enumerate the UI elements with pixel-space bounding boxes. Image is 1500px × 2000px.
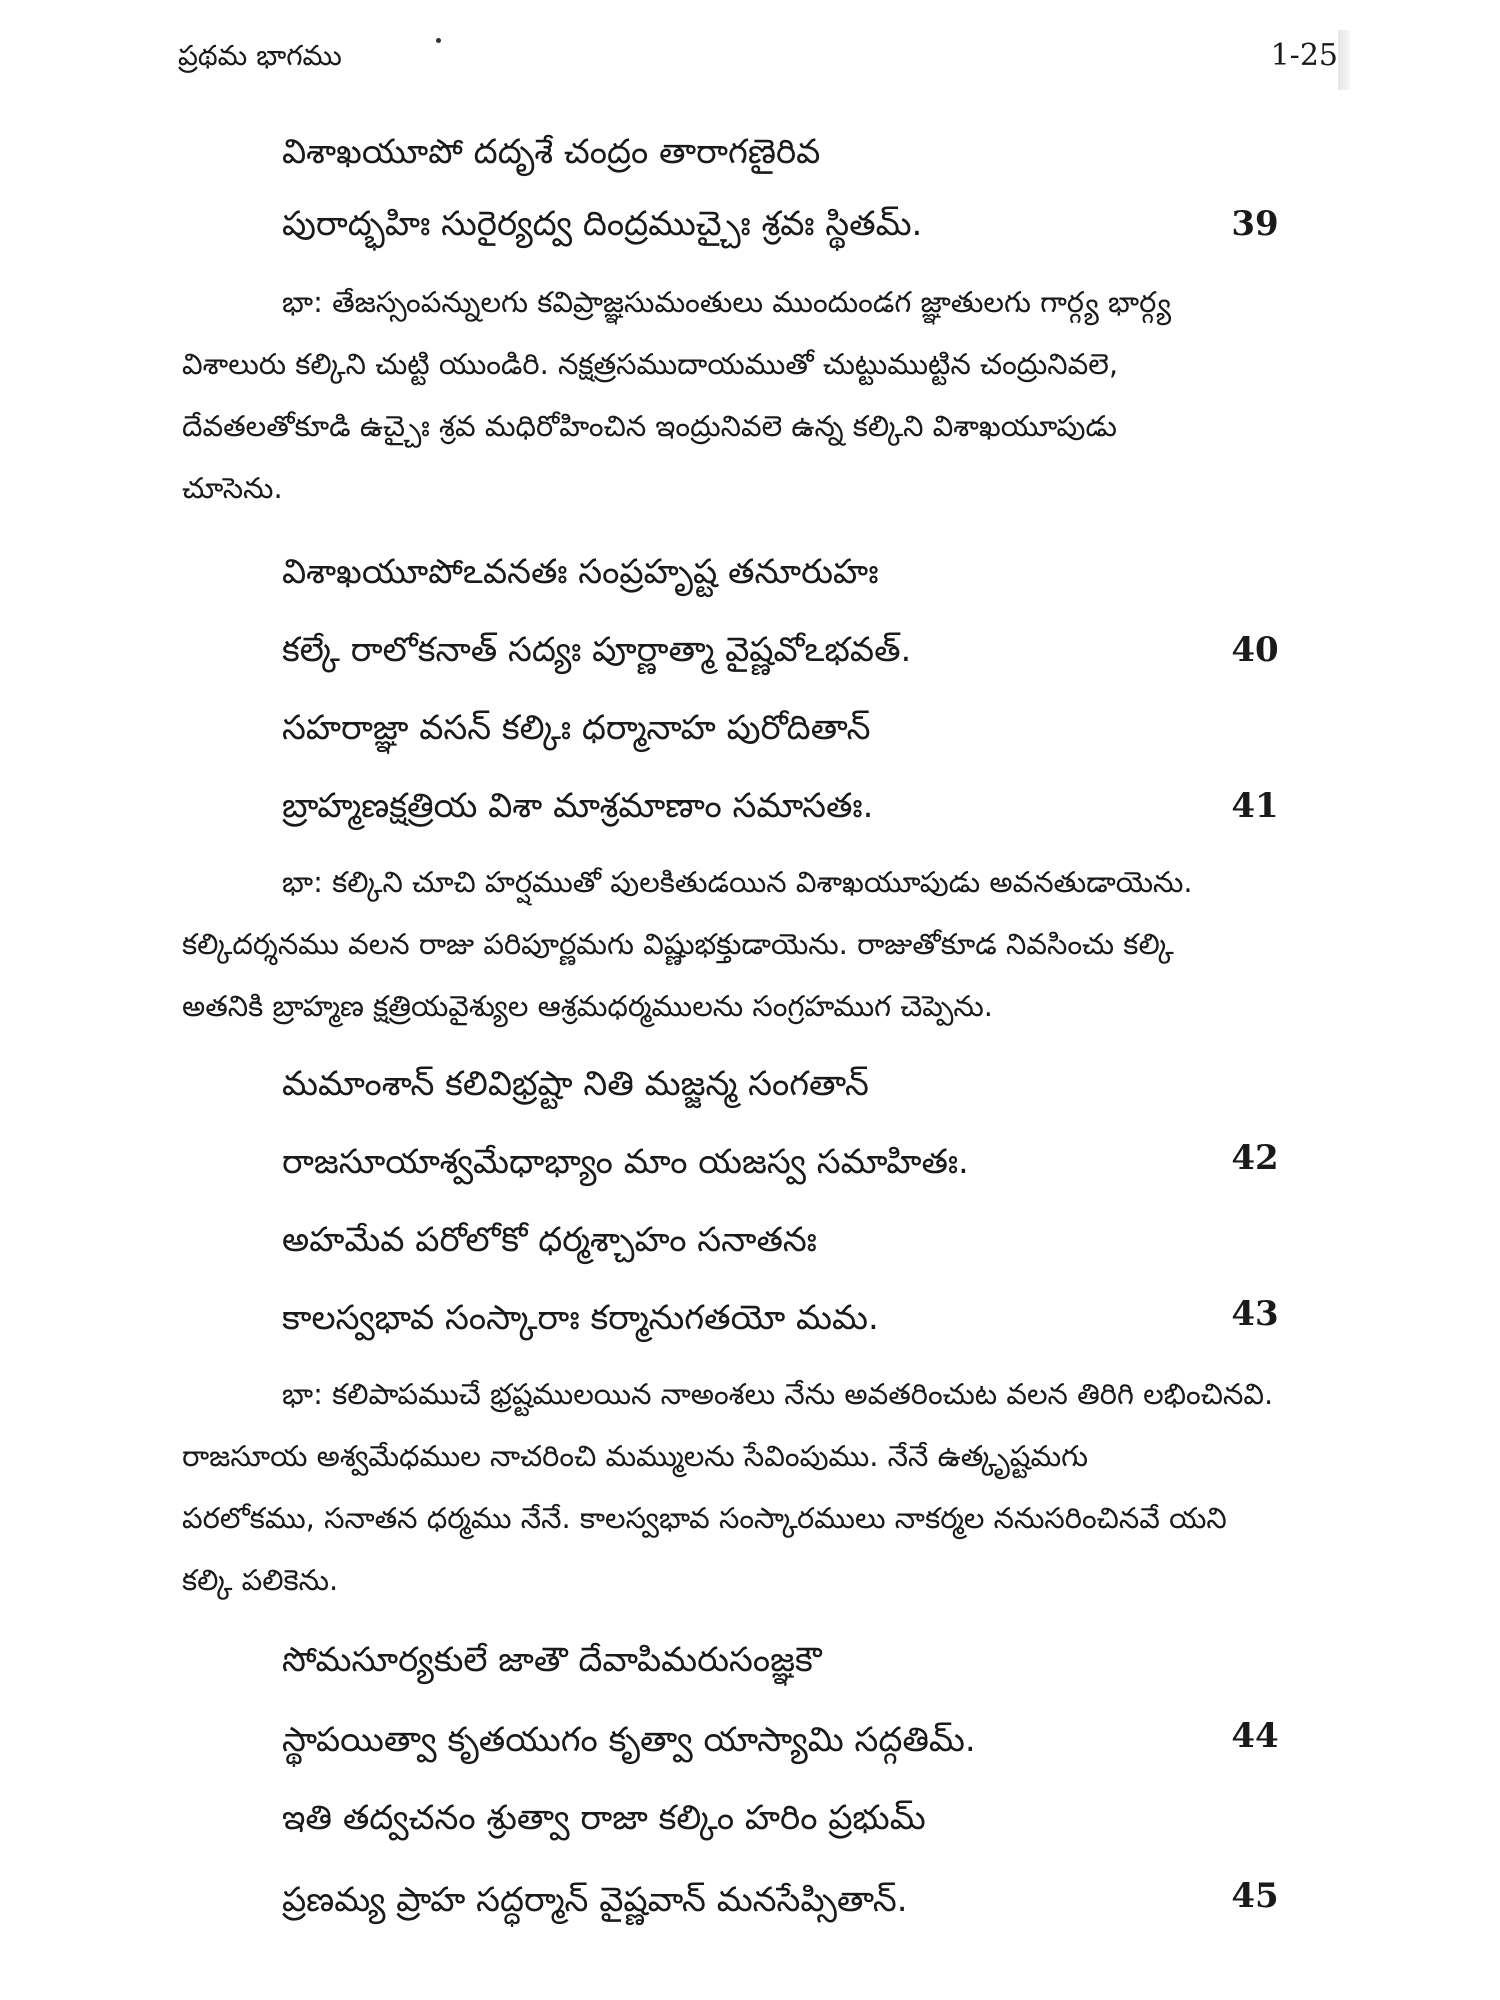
verse-line: కాలస్వభావ సంస్కారాః కర్మానుగతయో మమ. <box>282 1298 879 1338</box>
verse-line: సోమసూర్యకులే జాతౌ దేవాపిమరుసంజ్ఞకౌ <box>282 1640 822 1680</box>
verse-line: విశాఖయూపోఽవనతః సంప్రహృష్ట తనూరుహః <box>282 552 879 592</box>
scan-speck <box>436 38 441 43</box>
commentary-line: భా: తేజస్సంపన్నులగు కవిప్రాజ్ఞసుమంతులు ముందుండగ జ్ఞాతులగు గార్గ్య భార్గ్య <box>282 285 1172 319</box>
commentary-line: కల్కి పలికెను. <box>182 1563 339 1597</box>
verse-line: సహరాజ్ఞా వసన్ కల్కిః ధర్మానాహ పురోదితాన్ <box>282 708 871 748</box>
commentary-line: అతనికి బ్రాహ్మణ క్షత్రియవైశ్యుల ఆశ్రమధర్మములను సంగ్రహముగ చెప్పెను. <box>182 989 994 1023</box>
verse-line: విశాఖయూపో దదృశే చంద్రం తారాగణైరివ <box>282 132 821 172</box>
verse-number: 42 <box>1231 1138 1279 1178</box>
verse-number: 40 <box>1231 630 1279 670</box>
verse-number: 41 <box>1231 786 1279 826</box>
verse-line: మమాంశాన్ కలివిభ్రష్టా నితి మజ్జన్మ సంగతాన్ <box>282 1064 869 1104</box>
commentary-line: దేవతలతోకూడి ఉచ్చైః శ్రవ మధిరోహించిన ఇంద్రునివలె ఉన్న కల్కిని విశాఖయూపుడు <box>182 409 1117 443</box>
commentary-line: పరలోకము, సనాతన ధర్మము నేనే. కాలస్వభావ సంస్కారములు నాకర్మల ననుసరించినవే యని <box>182 1501 1227 1535</box>
verse-line: పురాద్భహిః సురైర్యద్వ దింద్రముచ్చైః శ్రవః స్థితమ్. <box>282 204 923 244</box>
verse-number: 44 <box>1231 1716 1279 1756</box>
commentary-line: విశాలురు కల్కిని చుట్టి యుండిరి. నక్షత్రసముదాయముతో చుట్టుముట్టిన చంద్రునివలె, <box>182 347 1119 381</box>
running-head <box>178 34 1338 84</box>
page-number: 1-25 <box>1270 38 1338 73</box>
verse-line: అహమేవ పరోలోకో ధర్మశ్చాహం సనాతనః <box>282 1220 817 1260</box>
verse-line: ప్రణమ్య ప్రాహ సద్ధర్మాన్ వైష్ణవాన్ మనసేప్సితాన్. <box>282 1880 908 1920</box>
verse-line: బ్రాహ్మణక్షత్రియ విశా మాశ్రమాణాం సమాసతః. <box>282 786 874 826</box>
verse-line: కల్కే రాలోకనాత్ సద్యః పూర్ణాత్మా వైష్ణవోఽభవత్. <box>282 630 912 670</box>
commentary-line: చూసెను. <box>182 471 283 505</box>
commentary-line: భా: కల్కిని చూచి హర్షముతో పులకితుడయిన విశాఖయూపుడు అవనతుడాయెను. <box>282 865 1193 899</box>
scan-edge-shade <box>1338 30 1350 90</box>
commentary-line: భా: కలిపాపముచే భ్రష్టములయిన నాఅంశలు నేను అవతరించుట వలన తిరిగి లభించినవి. <box>282 1377 1274 1411</box>
commentary-line: కల్కిదర్శనము వలన రాజు పరిపూర్ణమగు విష్ణుభక్తుడాయెను. రాజుతోకూడ నివసించు కల్కి <box>182 927 1174 961</box>
verse-number: 39 <box>1231 204 1279 244</box>
verse-line: స్థాపయిత్వా కృతయుగం కృత్వా యాస్యామి సద్గతిమ్. <box>282 1720 976 1760</box>
commentary-line: రాజసూయ అశ్వమేధముల నాచరించి మమ్ములను సేవింపుము. నేనే ఉత్కృష్టమగు <box>182 1439 1089 1473</box>
verse-number: 45 <box>1231 1876 1279 1916</box>
verse-line: ఇతి తద్వచనం శ్రుత్వా రాజా కల్కిం హరిం ప్రభుమ్ <box>282 1798 926 1838</box>
book-part-title: ప్రథమ భాగము <box>178 39 342 72</box>
verse-number: 43 <box>1231 1294 1279 1334</box>
verse-line: రాజసూయాశ్వమేధాభ్యాం మాం యజస్వ సమాహితః. <box>282 1142 969 1182</box>
